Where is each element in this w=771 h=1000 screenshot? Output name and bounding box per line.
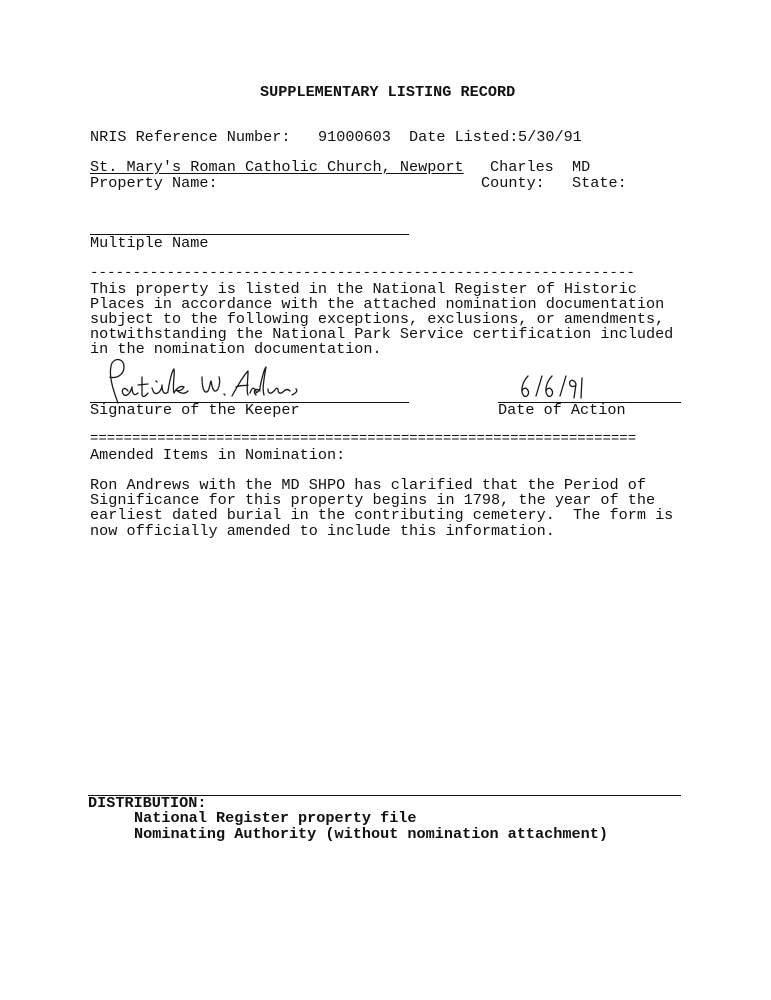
statement-line: Places in accordance with the attached nomination documentation bbox=[90, 295, 665, 313]
amendment-line: Ron Andrews with the MD SHPO has clarified that the Period of bbox=[90, 476, 646, 494]
equals-separator: ================================================================= bbox=[90, 431, 637, 447]
distribution-item: National Register property file bbox=[134, 809, 417, 827]
multiple-name-label: Multiple Name bbox=[90, 234, 209, 252]
nris-reference-label: NRIS Reference Number: bbox=[90, 128, 291, 146]
distribution-heading: DISTRIBUTION: bbox=[88, 794, 207, 812]
statement-line: This property is listed in the National Register of Historic bbox=[90, 280, 637, 298]
county-value: Charles bbox=[490, 158, 554, 176]
nris-reference-number: 91000603 bbox=[318, 128, 391, 146]
keeper-signature bbox=[98, 355, 308, 407]
property-name-label: Property Name: bbox=[90, 174, 218, 192]
statement-line: in the nomination documentation. bbox=[90, 340, 382, 358]
document-title: SUPPLEMENTARY LISTING RECORD bbox=[260, 83, 516, 101]
date-listed-value: 5/30/91 bbox=[518, 128, 582, 146]
state-label: State: bbox=[572, 174, 627, 192]
state-value: MD bbox=[572, 158, 591, 176]
signature-label: Signature of the Keeper bbox=[90, 401, 300, 419]
amendment-line: now officially amended to include this information. bbox=[90, 522, 555, 540]
amended-items-heading: Amended Items in Nomination: bbox=[90, 446, 346, 464]
property-name-value: St. Mary's Roman Catholic Church, Newport bbox=[90, 158, 464, 176]
distribution-item: Nominating Authority (without nomination attachment) bbox=[134, 825, 608, 843]
dash-separator: ---------------------------------------------------------------- bbox=[90, 265, 635, 281]
amendment-line: earliest dated burial in the contributing cemetery. The form is bbox=[90, 506, 674, 524]
action-date-handwritten bbox=[518, 372, 588, 402]
amendment-line: Significance for this property begins in 1798, the year of the bbox=[90, 491, 656, 509]
statement-line: subject to the following exceptions, exclusions, or amendments, bbox=[90, 310, 665, 328]
date-listed-label: Date Listed: bbox=[409, 128, 519, 146]
date-of-action-label: Date of Action bbox=[498, 401, 626, 419]
statement-line: notwithstanding the National Park Service certification included bbox=[90, 325, 674, 343]
county-label: County: bbox=[481, 174, 545, 192]
